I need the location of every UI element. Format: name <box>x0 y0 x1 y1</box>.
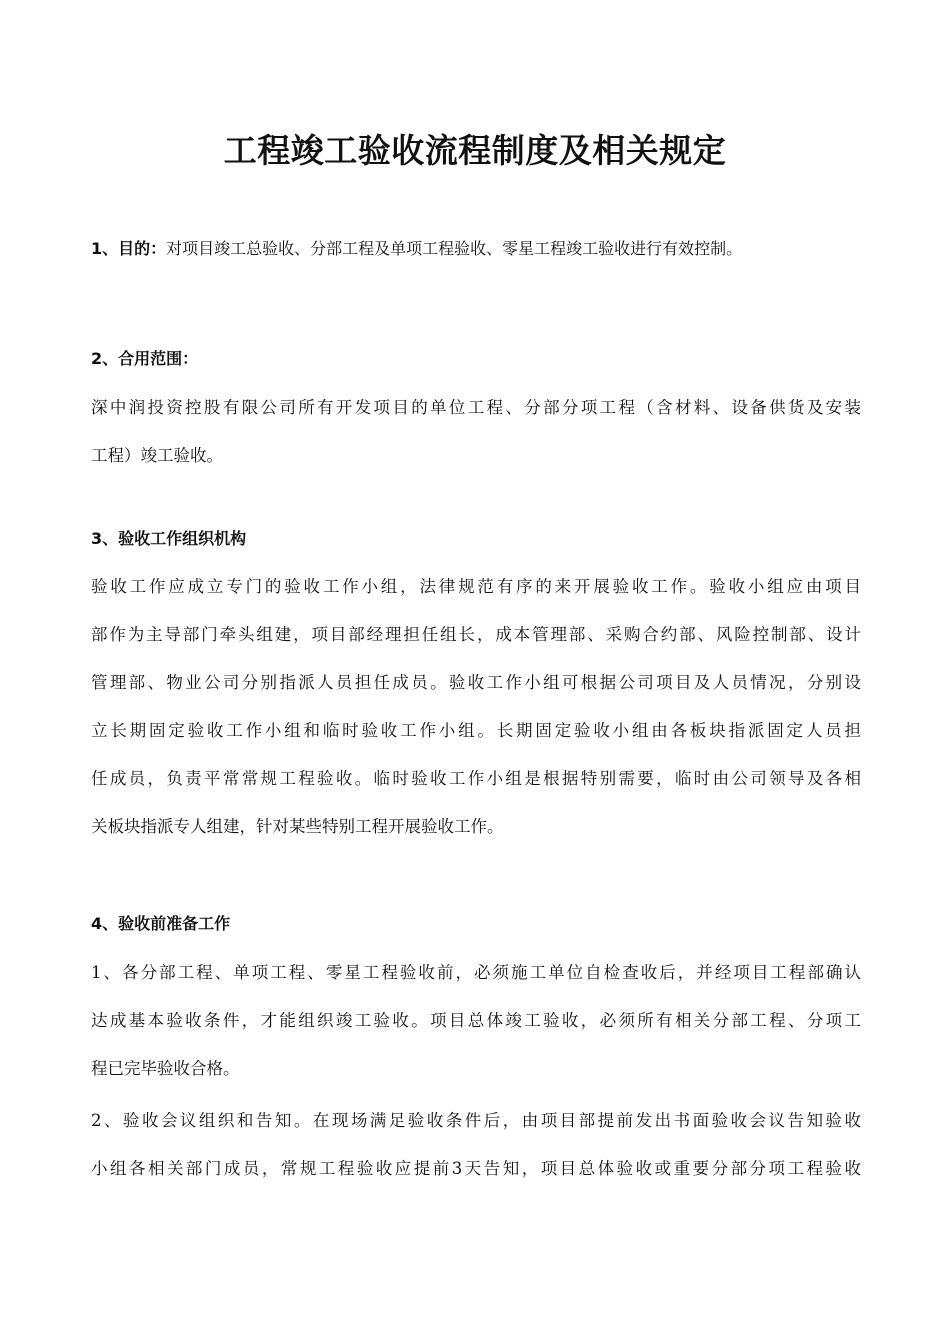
scope-paragraph <box>91 396 861 492</box>
preparation-line: 小组各相关部门成员，常规工程验收应提前3天告知，项目总体验收或重要分部分项工程验收 <box>91 1159 861 1178</box>
preparation-line: 2、验收会议组织和告知。在现场满足验收条件后，由项目部提前发出书面验收会议告知验收 <box>91 1111 861 1130</box>
organization-heading: 3、验收工作组织机构 <box>91 529 247 548</box>
preparation-item-1 <box>91 961 861 1105</box>
organization-line: 验收工作应成立专门的验收工作小组，法律规范有序的来开展验收工作。验收小组应由项目 <box>91 577 861 596</box>
preparation-line: 1、各分部工程、单项工程、零星工程验收前，必须施工单位自检查收后，并经项目工程部确认 <box>91 963 861 982</box>
preparation-line: 程已完毕验收合格。 <box>91 1059 240 1078</box>
preparation-heading: 4、验收前准备工作 <box>91 914 231 933</box>
scope-line: 深中润投资控股有限公司所有开发项目的单位工程、分部分项工程（含材料、设备供货及安装 <box>91 398 861 417</box>
organization-paragraph <box>91 575 861 863</box>
purpose-text: 对项目竣工总验收、分部工程及单项工程验收、零星工程竣工验收进行有效控制。 <box>166 239 743 258</box>
organization-line: 立长期固定验收工作小组和临时验收工作小组。长期固定验收小组由各板块指派固定人员担 <box>91 721 861 740</box>
organization-line: 关板块指派专人组建，针对某些特别工程开展验收工作。 <box>91 817 504 836</box>
purpose-label: 1、目的： <box>91 239 167 258</box>
organization-line: 部作为主导部门牵头组建，项目部经理担任组长，成本管理部、采购合约部、风险控制部、设计 <box>91 625 861 644</box>
scope-heading: 2、合用范围： <box>91 349 199 368</box>
preparation-item-2 <box>91 1109 861 1205</box>
organization-line: 任成员，负责平常常规工程验收。临时验收工作小组是根据特别需要，临时由公司领导及各相 <box>91 769 861 788</box>
organization-line: 管理部、物业公司分别指派人员担任成员。验收工作小组可根据公司项目及人员情况，分别设 <box>91 673 861 692</box>
purpose-line <box>91 237 742 261</box>
document-title: 工程竣工验收流程制度及相关规定 <box>223 131 727 170</box>
scope-line: 工程）竣工验收。 <box>91 446 223 465</box>
preparation-line: 达成基本验收条件，才能组织竣工验收。项目总体竣工验收，必须所有相关分部工程、分项工 <box>91 1011 861 1030</box>
